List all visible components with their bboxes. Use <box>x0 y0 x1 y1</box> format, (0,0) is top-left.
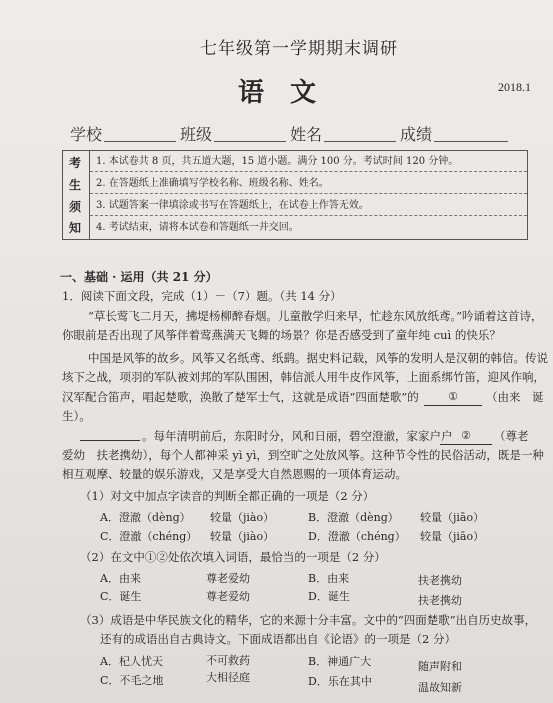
option-b-extra: 扶老携幼 <box>418 574 462 587</box>
option-a-extra: 不可救药 <box>206 654 250 667</box>
passage-line: （由来 诞 <box>486 390 544 404</box>
school-field-line <box>104 141 176 142</box>
class-label: 班级 <box>180 125 213 144</box>
question-stem: （3）成语是中华民族文化的精华，它的来源十分丰富。文中的“四面楚歌”出自历史故事， <box>80 613 537 627</box>
option-d-extra: 温故知新 <box>418 681 462 694</box>
exam-title: 七年级第一学期期末调研 <box>200 39 398 59</box>
passage-line: 爱幼 扶老携幼），每个人都神采 yì yì，到空旷之处放风筝。这种节令性的民俗活动，既是一种 <box>62 448 544 462</box>
passage-line: 相互观摩、较量的娱乐游戏，又是享受大自然恩赐的一项体育运动。 <box>62 467 407 481</box>
question-stem: （1）对文中加点字读音的判断全都正确的一项是（2 分） <box>80 489 375 503</box>
option-a-extra: 较量（jiào） <box>210 511 275 524</box>
note-item: 1. 本试卷共 8 页，共五道大题，15 道小题。满分 100 分。考试时间 120 分钟。 <box>90 151 527 172</box>
notes-side-char: 知 <box>69 221 82 235</box>
option-c-extra: 较量（jiào） <box>210 530 275 543</box>
notes-side-char: 须 <box>69 200 82 214</box>
option-b: B．神通广大 <box>308 655 372 668</box>
question-stem: 还有的成语出自古典诗文。下面成语都出自《论语》的一项是（2 分） <box>100 632 456 646</box>
option-b-extra: 随声附和 <box>418 660 462 673</box>
section-heading: 一、基础 · 运用（共 21 分） <box>60 270 218 284</box>
option-a-extra: 尊老爱幼 <box>206 572 250 585</box>
option-b: B．澄澈（dèng） <box>308 511 399 524</box>
subject-title: 语文 <box>238 78 343 108</box>
question-intro: 1．阅读下面文段，完成（1）－（7）题。（共 14 分） <box>62 289 342 303</box>
passage-line: 垓下之战，项羽的军队被刘邦的军队围困，韩信派人用牛皮作风筝，上面系绑竹笛，迎风作响， <box>62 370 545 384</box>
option-d: D．澄澈（chéng） <box>308 530 406 543</box>
option-c: C．不毛之地 <box>100 674 164 687</box>
passage-line: 中国是风筝的故乡。风筝又名纸鸢、纸鹞。据史料记载，风筝的发明人是汉朝的韩信。传说 <box>88 351 548 365</box>
option-a: A．由来 <box>100 572 141 585</box>
score-field-line <box>434 141 508 142</box>
passage-line: （尊老 <box>494 429 529 443</box>
option-c-extra: 尊老爱幼 <box>206 590 250 603</box>
note-item: 3. 试题答案一律填涂或书写在答题纸上，在试卷上作答无效。 <box>90 195 527 216</box>
exam-date: 2018.1 <box>498 80 531 94</box>
option-d-extra: 扶老携幼 <box>418 594 462 607</box>
option-d: D．乐在其中 <box>308 675 372 688</box>
question-stem: （2）在文中①②处依次填入词语，最恰当的一项是（2 分） <box>80 550 386 564</box>
option-c-extra: 大相径庭 <box>206 671 250 684</box>
notes-side-char: 考 <box>69 156 82 170</box>
notes-side-char: 生 <box>69 178 82 192</box>
option-b: B．由来 <box>308 572 350 585</box>
option-c: C．诞生 <box>100 590 142 603</box>
option-d: D．诞生 <box>308 590 350 603</box>
note-item: 4. 考试结束，请将本试卷和答题纸一并交回。 <box>96 222 299 233</box>
fill-blank-1: ① <box>424 389 482 406</box>
passage-line: 你眼前是否出现了风筝伴着莺燕满天飞舞的场景？你是否感受到了童年纯 cuì 的快乐？ <box>62 328 501 342</box>
fill-blank-sentence <box>80 440 140 441</box>
exam-notes-box <box>62 150 528 240</box>
passage-line: 汉军配合笛声，唱起楚歌，涣散了楚军士气，这就是成语“四面楚歌”的 <box>62 390 419 404</box>
school-label: 学校 <box>70 125 103 144</box>
option-a: A．杞人忧天 <box>100 655 163 668</box>
class-field-line <box>214 141 286 142</box>
name-field-line <box>324 141 396 142</box>
name-label: 姓名 <box>290 125 323 144</box>
fill-blank-2: ② <box>440 428 492 445</box>
option-c: C．澄澈（chéng） <box>100 530 198 543</box>
notes-side-label <box>63 151 90 239</box>
note-item: 2. 在答题纸上准确填写学校名称、班级名称、姓名。 <box>90 173 527 194</box>
passage-line: 。每年清明前后，东阳时分，风和日丽，碧空澄澈，家家户户 <box>142 429 453 443</box>
score-label: 成绩 <box>400 125 433 144</box>
option-a: A．澄澈（dèng） <box>100 511 191 524</box>
passage-line: 生）。 <box>62 409 91 423</box>
option-d-extra: 较量（jiāo） <box>420 530 485 543</box>
option-b-extra: 较量（jiāo） <box>420 511 485 524</box>
passage-line: “草长莺飞二月天，拂堤杨柳醉春烟。儿童散学归来早，忙趁东风放纸鸢。”吟诵着这首诗， <box>88 309 543 323</box>
